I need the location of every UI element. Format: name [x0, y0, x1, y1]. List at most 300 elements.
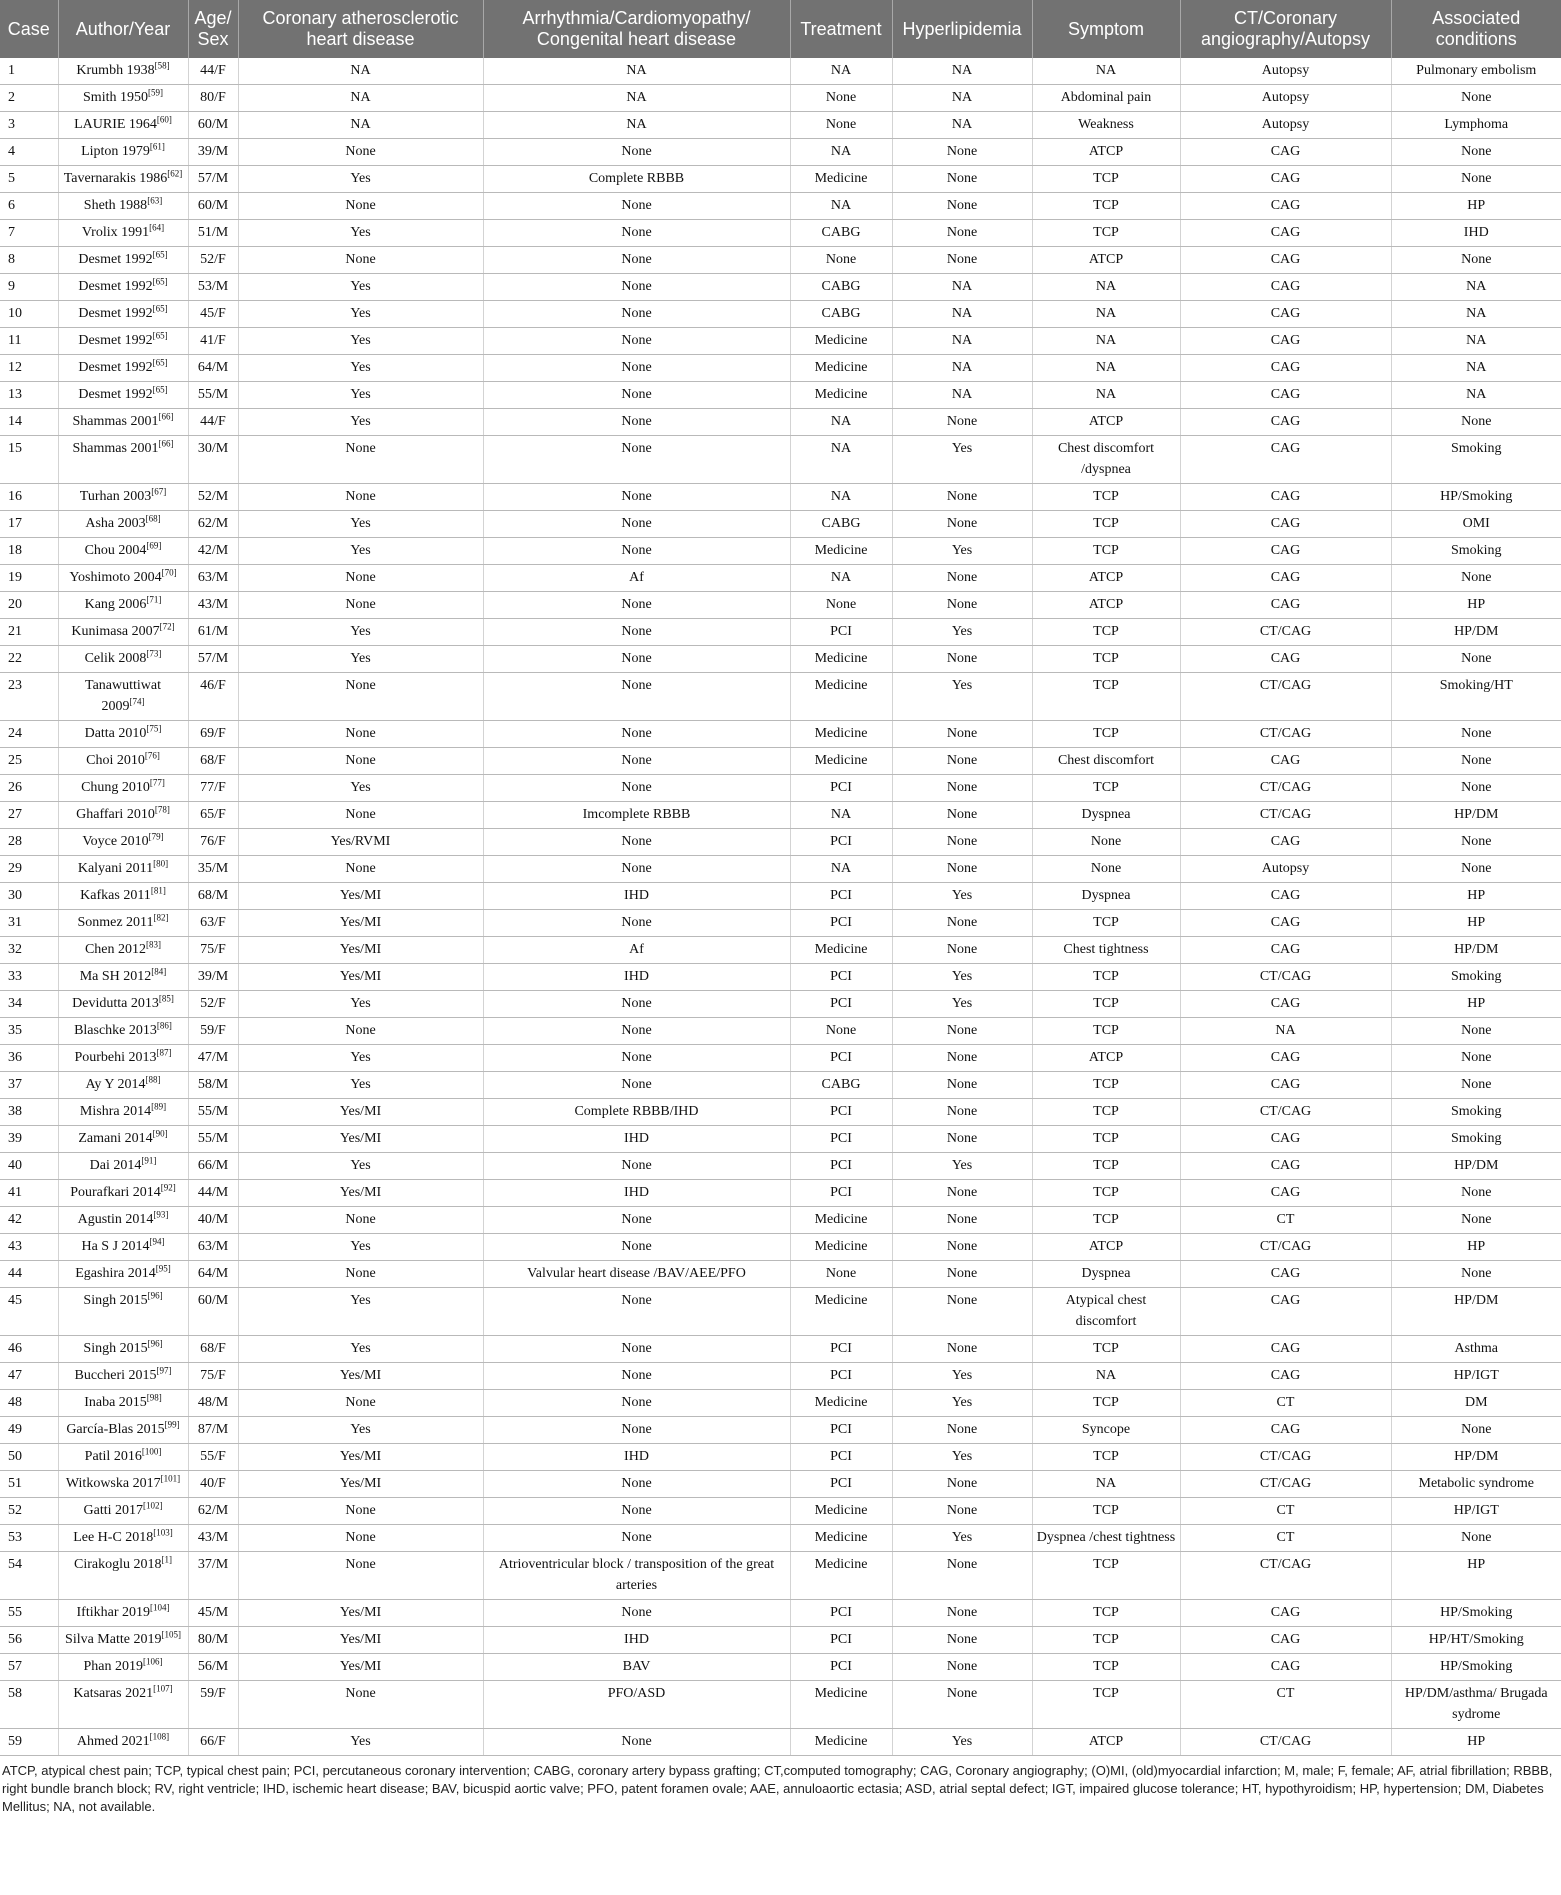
- reference-bracket-close: ]: [158, 723, 162, 734]
- cell-arrhythmia: NA: [483, 85, 790, 112]
- cell-associated: None: [1391, 409, 1561, 436]
- cell-author: [58, 1627, 188, 1654]
- author-year-text: Pourafkari 2014: [70, 1185, 161, 1200]
- cell-symptom: TCP: [1032, 1207, 1180, 1234]
- reference-bracket-close: ]: [169, 1554, 172, 1565]
- cell-associated: None: [1391, 85, 1561, 112]
- cell-treatment: PCI: [790, 1654, 892, 1681]
- reference-bracket-close: ]: [171, 621, 175, 632]
- cell-coronary: None: [238, 721, 483, 748]
- cell-age-sex: 59/F: [188, 1018, 238, 1045]
- reference-bracket-close: ]: [141, 696, 145, 707]
- cell-treatment: None: [790, 247, 892, 274]
- cell-associated: None: [1391, 166, 1561, 193]
- reference-number: 97: [159, 1365, 169, 1376]
- cell-imaging: CAG: [1180, 139, 1391, 166]
- author-year-text: Shammas 2001: [72, 441, 159, 456]
- author-year-text: Celik 2008: [84, 651, 147, 666]
- cell-associated: None: [1391, 775, 1561, 802]
- table-row: [0, 1390, 1561, 1417]
- reference-number: 62: [170, 168, 180, 179]
- cell-age-sex: 87/M: [188, 1417, 238, 1444]
- cell-symptom: TCP: [1032, 538, 1180, 565]
- cell-case: 25: [0, 748, 58, 775]
- cell-age-sex: 68/F: [188, 748, 238, 775]
- cell-arrhythmia: BAV: [483, 1654, 790, 1681]
- author-year-text: Cirakoglu 2018: [74, 1557, 162, 1572]
- cell-case: 23: [0, 673, 58, 721]
- cell-case: 37: [0, 1072, 58, 1099]
- cell-coronary: Yes: [238, 1288, 483, 1336]
- reference-number: 58: [157, 60, 167, 71]
- cell-arrhythmia: None: [483, 1525, 790, 1552]
- cell-treatment: NA: [790, 436, 892, 484]
- cell-imaging: CAG: [1180, 484, 1391, 511]
- cell-arrhythmia: None: [483, 436, 790, 484]
- cell-symptom: TCP: [1032, 220, 1180, 247]
- reference-bracket-open: [: [156, 114, 160, 125]
- cell-hyperlipidemia: None: [892, 1681, 1032, 1729]
- cell-arrhythmia: None: [483, 829, 790, 856]
- cell-arrhythmia: None: [483, 748, 790, 775]
- cell-coronary: Yes/MI: [238, 883, 483, 910]
- cell-coronary: Yes: [238, 1072, 483, 1099]
- cell-arrhythmia: None: [483, 511, 790, 538]
- reference-bracket-open: [: [150, 885, 154, 896]
- cell-author: [58, 1180, 188, 1207]
- cell-arrhythmia: None: [483, 484, 790, 511]
- cell-hyperlipidemia: None: [892, 721, 1032, 748]
- reference-bracket-close: ]: [166, 1602, 170, 1613]
- cell-age-sex: 30/M: [188, 436, 238, 484]
- cell-treatment: Medicine: [790, 748, 892, 775]
- reference-number: 93: [156, 1209, 166, 1220]
- cell-associated: HP/Smoking: [1391, 1600, 1561, 1627]
- table-row: [0, 1261, 1561, 1288]
- table-row: [0, 1627, 1561, 1654]
- cell-hyperlipidemia: None: [892, 646, 1032, 673]
- table-footnote: ATCP, atypical chest pain; TCP, typical chest pain; PCI, percutaneous coronary intervention; CABG, coronary artery bypass grafting; CT,computed tomography; CAG, Coronary angiography; (O)MI, (old)myocardial infarction; M, male; F, female; AF, atrial fibrillation; RBBB, right bundle branch block; RV, right ventricle; IHD, ischemic heart disease; BAV, bicuspid aortic valve; PFO, patent foramen ovale; AAE, annuloaortic ectasia; ASD, atrial septal defect; IGT, impaired glucose tolerance; HT, hypothyroidism; HP, hypertension; DM, Diabetes Mellitus; NA, not available.: [2, 1763, 1553, 1814]
- cell-case: 58: [0, 1681, 58, 1729]
- cell-associated: None: [1391, 856, 1561, 883]
- cell-arrhythmia: None: [483, 1729, 790, 1756]
- reference-number: 107: [156, 1683, 170, 1694]
- cell-author: [58, 382, 188, 409]
- cell-associated: None: [1391, 1261, 1561, 1288]
- author-year-text: Desmet 1992: [78, 360, 153, 375]
- cell-associated: None: [1391, 1045, 1561, 1072]
- cell-treatment: PCI: [790, 829, 892, 856]
- cell-case: 48: [0, 1390, 58, 1417]
- cell-associated: HP: [1391, 910, 1561, 937]
- cell-case: 50: [0, 1444, 58, 1471]
- author-year-text: Iftikhar 2019: [76, 1605, 150, 1620]
- cell-treatment: None: [790, 1261, 892, 1288]
- cell-associated: HP/DM: [1391, 937, 1561, 964]
- cell-imaging: CT/CAG: [1180, 1552, 1391, 1600]
- table-row: [0, 1018, 1561, 1045]
- cell-symptom: Dyspnea: [1032, 883, 1180, 910]
- cell-case: 31: [0, 910, 58, 937]
- cell-arrhythmia: None: [483, 1498, 790, 1525]
- cell-author: [58, 1471, 188, 1498]
- cell-author: [58, 1207, 188, 1234]
- cell-symptom: Dyspnea: [1032, 1261, 1180, 1288]
- reference-bracket-open: [: [151, 1101, 155, 1112]
- cell-arrhythmia: None: [483, 382, 790, 409]
- cell-imaging: CT: [1180, 1498, 1391, 1525]
- cell-coronary: Yes/MI: [238, 1363, 483, 1390]
- cell-age-sex: 40/F: [188, 1471, 238, 1498]
- reference-number: 79: [151, 831, 161, 842]
- author-year-text: Smith 1950: [83, 90, 148, 105]
- cell-author: [58, 937, 188, 964]
- cell-imaging: Autopsy: [1180, 856, 1391, 883]
- cell-age-sex: 55/F: [188, 1444, 238, 1471]
- cell-coronary: Yes: [238, 991, 483, 1018]
- reference-number: 102: [146, 1500, 160, 1511]
- cell-treatment: PCI: [790, 1363, 892, 1390]
- cell-associated: HP: [1391, 193, 1561, 220]
- table-row: [0, 1180, 1561, 1207]
- table-row: [0, 1207, 1561, 1234]
- cell-age-sex: 63/F: [188, 910, 238, 937]
- cell-symptom: Atypical chest discomfort: [1032, 1288, 1180, 1336]
- reference-bracket-open: [: [145, 513, 149, 524]
- cell-treatment: Medicine: [790, 328, 892, 355]
- cell-coronary: None: [238, 1525, 483, 1552]
- cell-imaging: Autopsy: [1180, 58, 1391, 85]
- cell-coronary: None: [238, 1681, 483, 1729]
- cell-author: [58, 1153, 188, 1180]
- reference-bracket-open: [: [156, 1047, 160, 1058]
- cell-associated: Smoking/HT: [1391, 673, 1561, 721]
- reference-number: 96: [150, 1338, 160, 1349]
- cell-coronary: Yes/MI: [238, 1180, 483, 1207]
- author-year-text: Agustin 2014: [77, 1212, 154, 1227]
- table-row: [0, 484, 1561, 511]
- cell-associated: Smoking: [1391, 538, 1561, 565]
- cell-imaging: CAG: [1180, 1627, 1391, 1654]
- cell-age-sex: 63/M: [188, 1234, 238, 1261]
- cell-associated: None: [1391, 748, 1561, 775]
- cell-arrhythmia: Atrioventricular block / transposition of the great arteries: [483, 1552, 790, 1600]
- cell-imaging: CAG: [1180, 991, 1391, 1018]
- cell-imaging: Autopsy: [1180, 85, 1391, 112]
- reference-bracket-open: [: [146, 648, 150, 659]
- cell-associated: NA: [1391, 355, 1561, 382]
- cell-symptom: TCP: [1032, 1600, 1180, 1627]
- reference-bracket-close: ]: [163, 1101, 167, 1112]
- cell-imaging: CT: [1180, 1390, 1391, 1417]
- cell-symptom: Chest tightness: [1032, 937, 1180, 964]
- cell-treatment: PCI: [790, 1126, 892, 1153]
- cell-coronary: Yes/RVMI: [238, 829, 483, 856]
- cell-arrhythmia: IHD: [483, 883, 790, 910]
- cell-author: [58, 1261, 188, 1288]
- cell-arrhythmia: None: [483, 619, 790, 646]
- cell-treatment: PCI: [790, 1444, 892, 1471]
- cell-imaging: CAG: [1180, 1336, 1391, 1363]
- cell-author: [58, 1600, 188, 1627]
- cell-age-sex: 76/F: [188, 829, 238, 856]
- cell-symptom: TCP: [1032, 619, 1180, 646]
- cell-associated: HP: [1391, 592, 1561, 619]
- reference-bracket-close: ]: [164, 303, 168, 314]
- cell-case: 27: [0, 802, 58, 829]
- cell-associated: None: [1391, 565, 1561, 592]
- reference-bracket-open: [: [147, 195, 151, 206]
- cell-coronary: None: [238, 193, 483, 220]
- author-year-text: Desmet 1992: [78, 279, 153, 294]
- cell-author: [58, 856, 188, 883]
- cell-symptom: Syncope: [1032, 1417, 1180, 1444]
- cell-coronary: None: [238, 856, 483, 883]
- cell-author: [58, 829, 188, 856]
- cell-author: [58, 721, 188, 748]
- cell-treatment: PCI: [790, 1600, 892, 1627]
- cell-symptom: ATCP: [1032, 247, 1180, 274]
- cell-symptom: TCP: [1032, 1654, 1180, 1681]
- cell-author: [58, 538, 188, 565]
- reference-number: 68: [148, 513, 158, 524]
- cell-arrhythmia: None: [483, 1417, 790, 1444]
- author-year-text: Krumbh 1938: [76, 63, 155, 78]
- author-year-text: Inaba 2015: [84, 1395, 147, 1410]
- cell-symptom: TCP: [1032, 646, 1180, 673]
- cell-case: 4: [0, 139, 58, 166]
- cell-imaging: CAG: [1180, 1654, 1391, 1681]
- cell-coronary: None: [238, 1018, 483, 1045]
- table-row: [0, 1072, 1561, 1099]
- cell-imaging: CAG: [1180, 382, 1391, 409]
- cell-associated: None: [1391, 1072, 1561, 1099]
- cell-arrhythmia: None: [483, 1471, 790, 1498]
- cell-imaging: CT/CAG: [1180, 1444, 1391, 1471]
- cell-hyperlipidemia: Yes: [892, 1729, 1032, 1756]
- cell-hyperlipidemia: None: [892, 1126, 1032, 1153]
- cell-symptom: NA: [1032, 1471, 1180, 1498]
- cell-age-sex: 59/F: [188, 1681, 238, 1729]
- cell-hyperlipidemia: None: [892, 1471, 1032, 1498]
- cell-coronary: None: [238, 1552, 483, 1600]
- cell-imaging: CAG: [1180, 1126, 1391, 1153]
- cell-age-sex: 42/M: [188, 538, 238, 565]
- cell-case: 21: [0, 619, 58, 646]
- cell-imaging: CT/CAG: [1180, 721, 1391, 748]
- cell-arrhythmia: None: [483, 538, 790, 565]
- cell-imaging: CT: [1180, 1207, 1391, 1234]
- cell-hyperlipidemia: NA: [892, 382, 1032, 409]
- cell-case: 44: [0, 1261, 58, 1288]
- cell-symptom: NA: [1032, 355, 1180, 382]
- reference-number: 76: [147, 750, 157, 761]
- cell-associated: None: [1391, 1018, 1561, 1045]
- cell-coronary: Yes: [238, 511, 483, 538]
- cell-hyperlipidemia: None: [892, 1261, 1032, 1288]
- cell-arrhythmia: None: [483, 1207, 790, 1234]
- cell-associated: HP/IGT: [1391, 1498, 1561, 1525]
- cell-symptom: TCP: [1032, 1681, 1180, 1729]
- author-year-text: Kafkas 2011: [80, 888, 151, 903]
- reference-number: 65: [155, 330, 165, 341]
- cell-imaging: CT/CAG: [1180, 1099, 1391, 1126]
- cell-hyperlipidemia: None: [892, 1018, 1032, 1045]
- reference-bracket-close: ]: [165, 912, 169, 923]
- cell-symptom: NA: [1032, 58, 1180, 85]
- cell-age-sex: 57/M: [188, 166, 238, 193]
- cell-coronary: Yes/MI: [238, 910, 483, 937]
- cell-treatment: Medicine: [790, 1207, 892, 1234]
- reference-bracket-open: [: [149, 777, 153, 788]
- table-row: [0, 274, 1561, 301]
- reference-bracket-open: [: [152, 249, 156, 260]
- cell-arrhythmia: None: [483, 1390, 790, 1417]
- author-year-text: Mishra 2014: [79, 1104, 152, 1119]
- table-row: [0, 436, 1561, 484]
- cell-coronary: Yes: [238, 538, 483, 565]
- author-year-text: Sheth 1988: [83, 198, 148, 213]
- cell-arrhythmia: Imcomplete RBBB: [483, 802, 790, 829]
- header-row: [0, 0, 1561, 58]
- reference-bracket-close: ]: [161, 222, 165, 233]
- cell-author: [58, 964, 188, 991]
- cell-case: 38: [0, 1099, 58, 1126]
- author-year-text: Phan 2019: [83, 1659, 143, 1674]
- header-symptom: Symptom: [1032, 0, 1180, 58]
- cell-imaging: CAG: [1180, 247, 1391, 274]
- cell-associated: Lymphoma: [1391, 112, 1561, 139]
- author-year-text: Yoshimoto 2004: [69, 570, 162, 585]
- table-row: [0, 721, 1561, 748]
- cell-case: 30: [0, 883, 58, 910]
- cell-age-sex: 58/M: [188, 1072, 238, 1099]
- cell-author: [58, 646, 188, 673]
- table-row: [0, 247, 1561, 274]
- cell-hyperlipidemia: Yes: [892, 883, 1032, 910]
- reference-bracket-close: ]: [161, 141, 165, 152]
- cell-associated: None: [1391, 721, 1561, 748]
- cell-treatment: PCI: [790, 910, 892, 937]
- cell-symptom: None: [1032, 856, 1180, 883]
- cell-age-sex: 55/M: [188, 1126, 238, 1153]
- cell-treatment: CABG: [790, 511, 892, 538]
- author-year-text: Asha 2003: [85, 516, 146, 531]
- cell-author: [58, 139, 188, 166]
- cell-coronary: None: [238, 673, 483, 721]
- reference-number: 65: [155, 249, 165, 260]
- cell-treatment: None: [790, 1018, 892, 1045]
- cell-hyperlipidemia: NA: [892, 85, 1032, 112]
- table-row: [0, 673, 1561, 721]
- cell-symptom: NA: [1032, 301, 1180, 328]
- cell-coronary: Yes: [238, 382, 483, 409]
- cell-case: 8: [0, 247, 58, 274]
- reference-bracket-close: ]: [159, 87, 163, 98]
- cell-symptom: TCP: [1032, 1390, 1180, 1417]
- cell-hyperlipidemia: None: [892, 1627, 1032, 1654]
- reference-number: 66: [161, 438, 171, 449]
- reference-bracket-close: ]: [166, 804, 170, 815]
- cell-associated: Smoking: [1391, 1126, 1561, 1153]
- header-arrhythmia: Arrhythmia/Cardiomyopathy/ Congenital heart disease: [483, 0, 790, 58]
- cell-age-sex: 65/F: [188, 802, 238, 829]
- cell-imaging: CAG: [1180, 565, 1391, 592]
- cell-associated: Pulmonary embolism: [1391, 58, 1561, 85]
- cell-arrhythmia: None: [483, 1018, 790, 1045]
- author-year-text: Shammas 2001: [72, 414, 159, 429]
- cell-symptom: ATCP: [1032, 592, 1180, 619]
- cell-arrhythmia: None: [483, 1072, 790, 1099]
- cell-imaging: CAG: [1180, 937, 1391, 964]
- reference-bracket-close: ]: [156, 750, 160, 761]
- cell-coronary: Yes: [238, 1729, 483, 1756]
- reference-bracket-open: [: [148, 831, 152, 842]
- cell-arrhythmia: None: [483, 139, 790, 166]
- cell-coronary: Yes/MI: [238, 1600, 483, 1627]
- author-year-text: Ha S J 2014: [81, 1239, 150, 1254]
- cell-age-sex: 48/M: [188, 1390, 238, 1417]
- reference-bracket-close: ]: [161, 1236, 165, 1247]
- table-row: [0, 775, 1561, 802]
- author-year-text: Datta 2010: [84, 726, 147, 741]
- reference-bracket-close: ]: [164, 276, 168, 287]
- cell-associated: HP/IGT: [1391, 1363, 1561, 1390]
- reference-bracket-open: [: [149, 1602, 153, 1613]
- cell-coronary: Yes: [238, 1153, 483, 1180]
- reference-bracket-close: ]: [164, 357, 168, 368]
- reference-bracket-open: [: [154, 60, 158, 71]
- reference-bracket-close: ]: [161, 777, 165, 788]
- cell-coronary: None: [238, 802, 483, 829]
- reference-bracket-close: ]: [170, 993, 174, 1004]
- cell-imaging: CAG: [1180, 193, 1391, 220]
- author-year-text: Blaschke 2013: [74, 1023, 157, 1038]
- cell-arrhythmia: None: [483, 1234, 790, 1261]
- reference-bracket-close: ]: [169, 1683, 173, 1694]
- cell-coronary: Yes: [238, 355, 483, 382]
- cell-coronary: Yes/MI: [238, 1099, 483, 1126]
- cell-author: [58, 883, 188, 910]
- cell-treatment: NA: [790, 193, 892, 220]
- reference-bracket-close: ]: [157, 513, 161, 524]
- cell-author: [58, 1681, 188, 1729]
- cell-symptom: Dyspnea /chest tightness: [1032, 1525, 1180, 1552]
- cell-author: [58, 1099, 188, 1126]
- reference-bracket-open: [: [146, 1392, 150, 1403]
- cell-treatment: Medicine: [790, 1552, 892, 1600]
- reference-bracket-open: [: [153, 912, 157, 923]
- reference-number: 63: [150, 195, 160, 206]
- reference-bracket-open: [: [147, 87, 151, 98]
- cell-case: 56: [0, 1627, 58, 1654]
- cell-treatment: PCI: [790, 964, 892, 991]
- cell-author: [58, 748, 188, 775]
- cell-author: [58, 1045, 188, 1072]
- cell-age-sex: 68/M: [188, 883, 238, 910]
- cell-coronary: Yes: [238, 1234, 483, 1261]
- cell-age-sex: 39/M: [188, 139, 238, 166]
- reference-number: 108: [152, 1731, 167, 1742]
- cell-hyperlipidemia: None: [892, 1654, 1032, 1681]
- cell-author: [58, 1363, 188, 1390]
- reference-number: 81: [153, 885, 163, 896]
- cell-case: 49: [0, 1417, 58, 1444]
- cell-imaging: CAG: [1180, 1261, 1391, 1288]
- table-row: [0, 1471, 1561, 1498]
- reference-bracket-open: [: [141, 1446, 145, 1457]
- cell-case: 15: [0, 436, 58, 484]
